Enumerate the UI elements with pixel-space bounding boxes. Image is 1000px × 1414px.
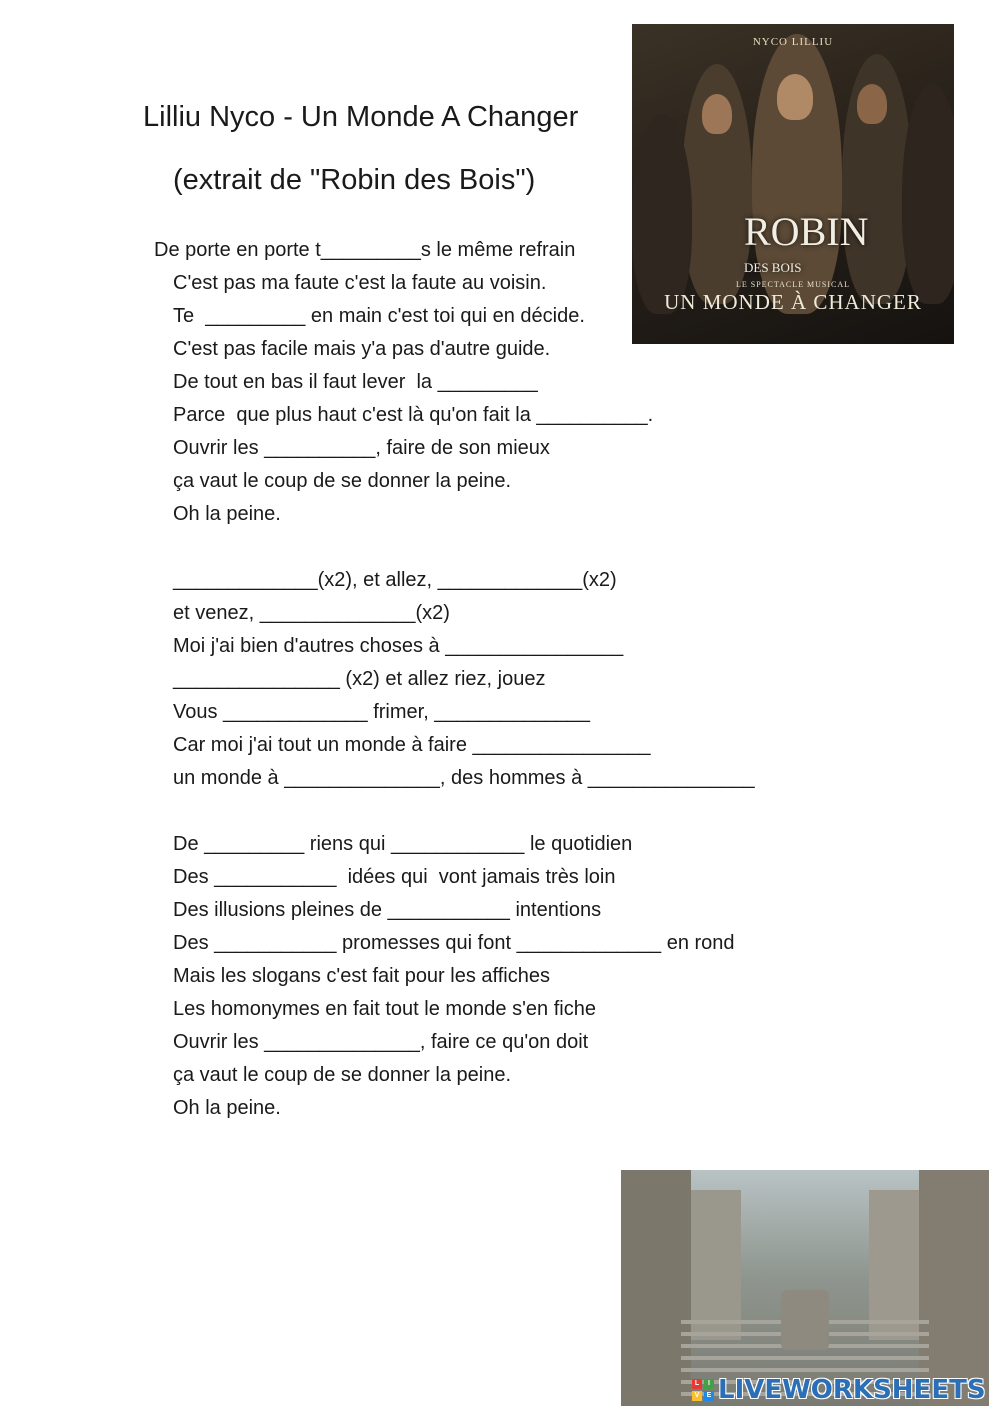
lyric-line: _______________ (x2) et allez riez, jouez bbox=[173, 668, 546, 690]
liveworksheets-logo-icon bbox=[692, 1379, 714, 1401]
worksheet-title: Lilliu Nyco - Un Monde A Changer bbox=[143, 101, 579, 133]
lyric-line: et venez, ______________(x2) bbox=[173, 602, 450, 624]
logo-tile: E bbox=[704, 1391, 714, 1401]
lyric-line: Des illusions pleines de ___________ intentions bbox=[173, 899, 602, 921]
cover-logo bbox=[744, 209, 884, 286]
lyric-line: Oh la peine. bbox=[173, 503, 281, 525]
lyric-line: Les homonymes en fait tout le monde s'en fiche bbox=[173, 998, 596, 1020]
lyric-line: De tout en bas il faut lever la _________ bbox=[173, 371, 538, 393]
lyric-line: C'est pas facile mais y'a pas d'autre guide. bbox=[173, 338, 551, 360]
lyric-line: De _________ riens qui ____________ le quotidien bbox=[173, 833, 633, 855]
cover-subtitle: LE SPECTACLE MUSICAL bbox=[735, 280, 851, 289]
liveworksheets-text: LIVEWORKSHEETS bbox=[718, 1375, 986, 1405]
lyric-line: Oh la peine. bbox=[173, 1097, 281, 1119]
lyric-line: Parce que plus haut c'est là qu'on fait la __________. bbox=[173, 404, 654, 426]
lyric-line: Vous _____________ frimer, ______________ bbox=[173, 701, 591, 723]
lyric-line: Moi j'ai bien d'autres choses à ________________ bbox=[173, 635, 624, 657]
album-cover-image bbox=[632, 24, 954, 344]
logo-tile: V bbox=[692, 1391, 702, 1401]
cover-logo-line2: DES BOIS bbox=[744, 260, 802, 275]
lyric-line: _____________(x2), et allez, _____________(x2) bbox=[173, 569, 617, 591]
lyric-line: ça vaut le coup de se donner la peine. bbox=[173, 1064, 512, 1086]
lyric-line: Te _________ en main c'est toi qui en décide. bbox=[173, 305, 585, 327]
lyric-line: ça vaut le coup de se donner la peine. bbox=[173, 470, 512, 492]
cover-artist: NYCO LILLIU bbox=[752, 36, 834, 48]
logo-tile: L bbox=[692, 1379, 702, 1389]
cover-logo-line1: ROBIN bbox=[744, 209, 869, 254]
lyric-line: Ouvrir les __________, faire de son mieux bbox=[173, 437, 550, 459]
worksheet-subtitle: (extrait de "Robin des Bois") bbox=[173, 164, 536, 196]
lyric-line: Mais les slogans c'est fait pour les affiches bbox=[173, 965, 550, 987]
lyric-line: C'est pas ma faute c'est la faute au voisin. bbox=[173, 272, 547, 294]
lyric-line: De porte en porte t_________s le même refrain bbox=[154, 239, 576, 261]
logo-tile: I bbox=[704, 1379, 714, 1389]
cover-tagline: UN MONDE À CHANGER bbox=[664, 290, 922, 314]
lyric-line: Ouvrir les ______________, faire ce qu'on doit bbox=[173, 1031, 589, 1053]
lyric-line: Car moi j'ai tout un monde à faire ________________ bbox=[173, 734, 651, 756]
lyric-line: Des ___________ idées qui vont jamais très loin bbox=[173, 866, 616, 888]
lyric-line: un monde à ______________, des hommes à _______________ bbox=[173, 767, 755, 789]
staircase-photo bbox=[621, 1170, 989, 1406]
lyric-line: Des ___________ promesses qui font _____________ en rond bbox=[173, 932, 735, 954]
liveworksheets-watermark bbox=[692, 1374, 986, 1406]
